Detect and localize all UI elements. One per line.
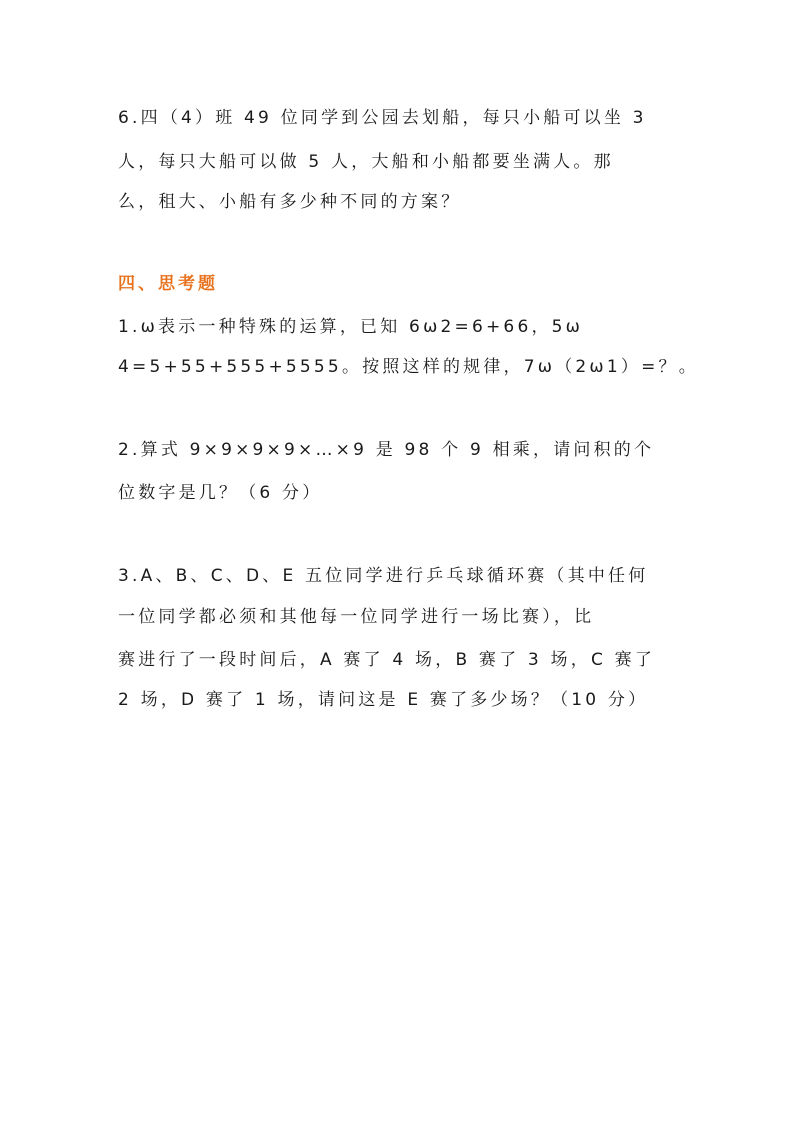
problem-6-line-1: 6.四（4）班 49 位同学到公园去划船，每只小船可以坐 3 — [118, 108, 647, 128]
question-3-line-4: 2 场，D 赛了 1 场，请问这是 E 赛了多少场？（10 分） — [118, 690, 649, 710]
question-1-line-1: 1.ω表示一种特殊的运算，已知 6ω2=6+66，5ω — [118, 317, 584, 337]
question-2-line-2: 位数字是几？（6 分） — [118, 483, 323, 503]
question-2-line-1: 2.算式 9×9×9×9×…×9 是 98 个 9 相乘，请问积的个 — [118, 440, 655, 460]
question-3-line-2: 一位同学都必须和其他每一位同学进行一场比赛），比 — [118, 607, 595, 627]
section-heading: 四、思考题 — [118, 274, 218, 294]
question-1-line-2: 4=5+55+555+5555。按照这样的规律，7ω（2ω1）=？。 — [118, 357, 699, 377]
problem-6-line-2: 人，每只大船可以做 5 人，大船和小船都要坐满人。那 — [118, 152, 614, 172]
problem-6-line-3: 么，租大、小船有多少种不同的方案？ — [118, 192, 462, 212]
question-3-line-3: 赛进行了一段时间后，A 赛了 4 场，B 赛了 3 场，C 赛了 — [118, 650, 656, 670]
question-3-line-1: 3.A、B、C、D、E 五位同学进行乒乓球循环赛（其中任何 — [118, 566, 649, 586]
